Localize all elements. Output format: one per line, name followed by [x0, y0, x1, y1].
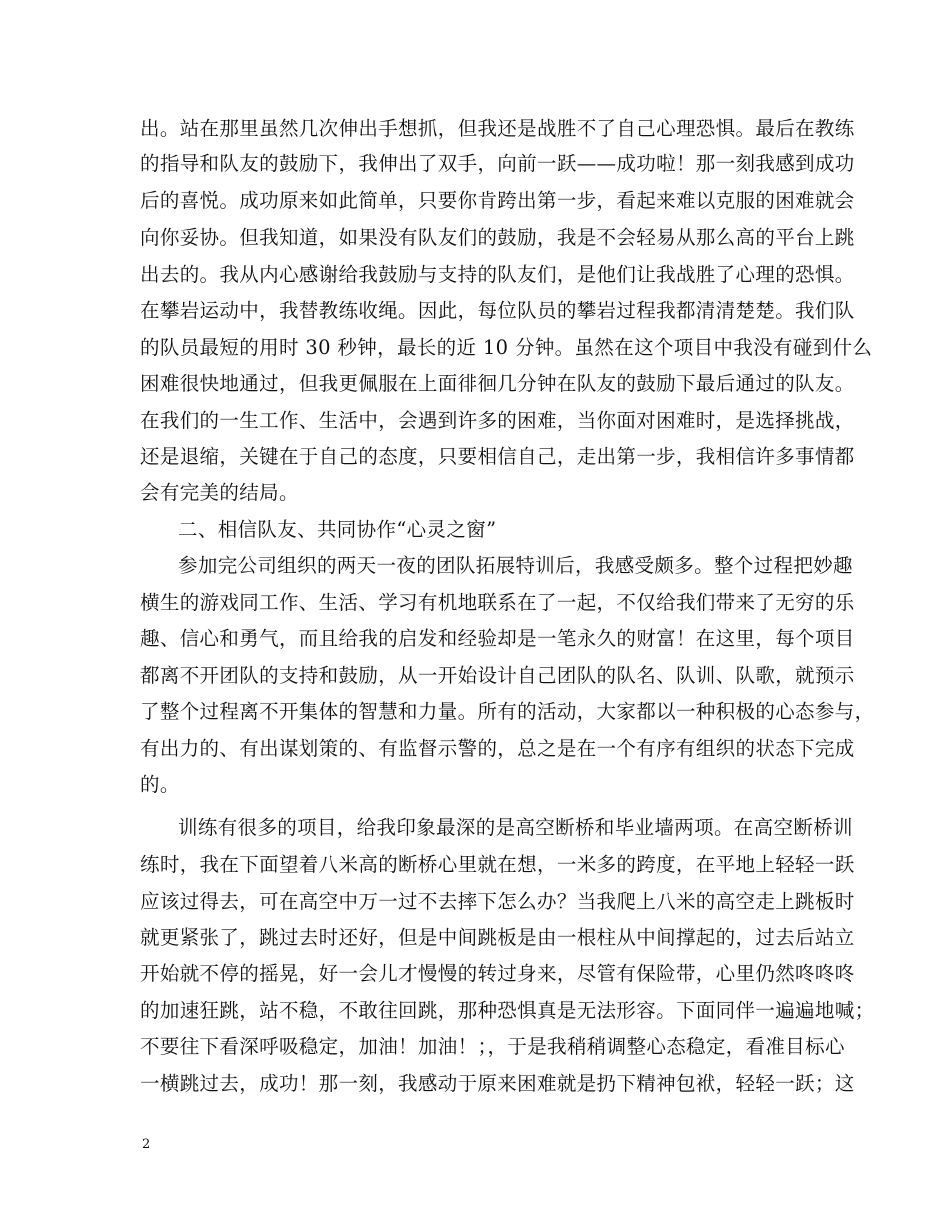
paragraph-first-line: 参加完公司组织的两天一夜的团队拓展特训后，我感受颇多。整个过程把妙趣 — [178, 554, 853, 577]
text-line: 会有完美的结局。 — [140, 481, 299, 504]
text-line: 还是退缩，关键在于自己的态度，只要相信自己，走出第一步，我相信许多事情都 — [140, 445, 855, 468]
page-number: 2 — [142, 1137, 151, 1152]
text-line: 不要往下看深呼吸稳定，加油！加油！；，于是我稍稍调整心态稳定，看准目标心 — [140, 1035, 845, 1058]
text-line: 练时，我在下面望着八米高的断桥心里就在想，一米多的跨度，在平地上轻轻一跃 — [140, 853, 855, 876]
text-line: 的指导和队友的鼓励下，我伸出了双手，向前一跃——成功啦！那一刻我感到成功 — [140, 152, 855, 175]
text-line: 困难很快地通过，但我更佩服在上面徘徊几分钟在队友的鼓励下最后通过的队友。 — [140, 372, 855, 395]
text-line: 都离不开团队的支持和鼓励，从一开始设计自己团队的队名、队训、队歌，就预示 — [140, 664, 855, 687]
text-line: 出去的。我从内心感谢给我鼓励与支持的队友们，是他们让我战胜了心理的恐惧。 — [140, 263, 855, 286]
text-line: 了整个过程离不开集体的智慧和力量。所有的活动，大家都以一种积极的心态参与， — [140, 700, 875, 723]
text-line: 横生的游戏同工作、生活、学习有机地联系在了一起，不仅给我们带来了无穷的乐 — [140, 591, 855, 614]
text-line: 开始就不停的摇晃，好一会儿才慢慢的转过身来，尽管有保险带，心里仍然咚咚咚 — [140, 962, 855, 985]
text-line: 的队员最短的用时 30 秒钟，最长的近 10 分钟。虽然在这个项目中我没有碰到什么 — [140, 336, 873, 359]
text-line: 有出力的、有出谋划策的、有监督示警的，总之是在一个有序有组织的状态下完成 — [140, 737, 855, 760]
text-line: 向你妥协。但我知道，如果没有队友们的鼓励，我是不会轻易从那么高的平台上跳 — [140, 226, 855, 249]
text-line: 应该过得去，可在高空中万一过不去摔下怎么办？当我爬上八米的高空走上跳板时 — [140, 890, 855, 913]
text-line: 出。站在那里虽然几次伸出手想抓，但我还是战胜不了自己心理恐惧。最后在教练 — [140, 117, 855, 140]
text-line: 一横跳过去，成功！那一刻，我感动于原来困难就是扔下精神包袱，轻轻一跃；这 — [140, 1072, 855, 1095]
section-heading: 二、相信队友、共同协作“心灵之窗” — [178, 518, 497, 541]
text-line: 在我们的一生工作、生活中，会遇到许多的困难，当你面对困难时，是选择挑战， — [140, 409, 855, 432]
text-line: 的。 — [140, 773, 180, 796]
text-line: 在攀岩运动中，我替教练收绳。因此，每位队员的攀岩过程我都清清楚楚。我们队 — [140, 299, 855, 322]
text-line: 就更紧张了，跳过去时还好，但是中间跳板是由一根柱从中间撑起的，过去后站立 — [140, 926, 855, 949]
text-line: 的加速狂跳，站不稳，不敢往回跳，那种恐惧真是无法形容。下面同伴一遍遍地喊； — [140, 999, 875, 1022]
paragraph-first-line: 训练有很多的项目，给我印象最深的是高空断桥和毕业墙两项。在高空断桥训 — [178, 816, 853, 839]
text-line: 后的喜悦。成功原来如此简单，只要你肯跨出第一步，看起来难以克服的困难就会 — [140, 189, 855, 212]
text-line: 趣、信心和勇气，而且给我的启发和经验却是一笔永久的财富！在这里，每个项目 — [140, 627, 855, 650]
